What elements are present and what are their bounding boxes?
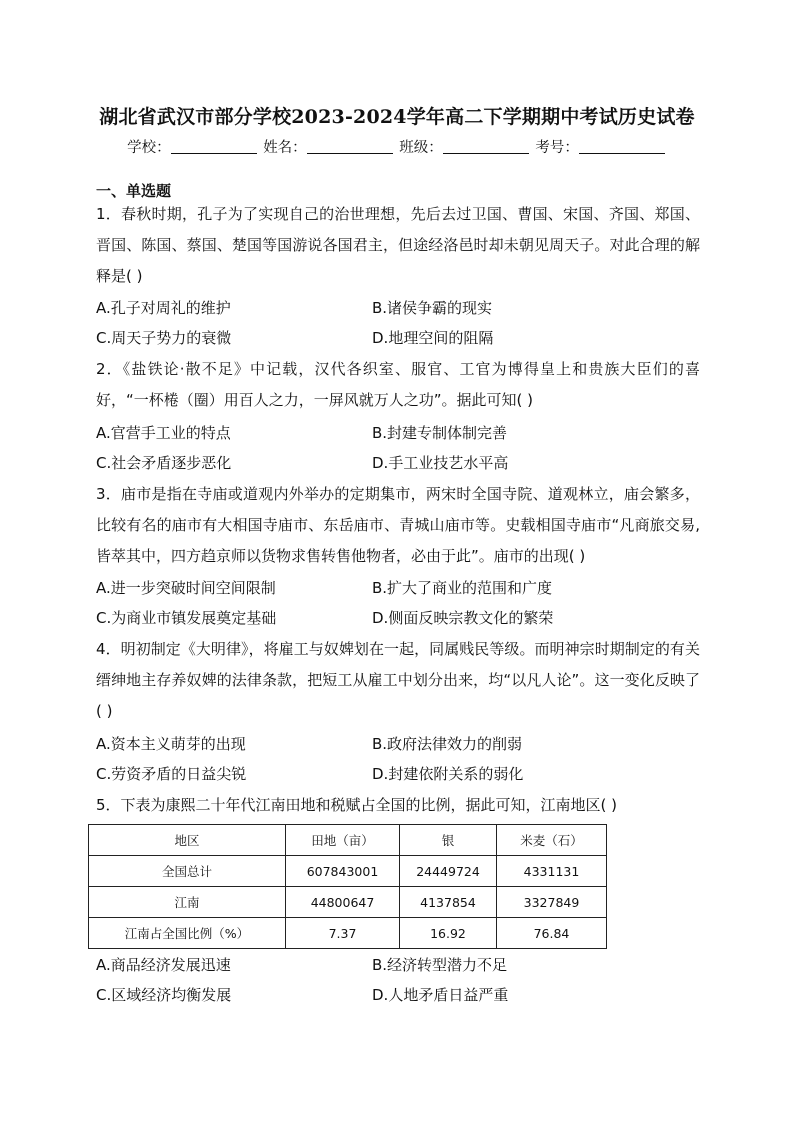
table-header-row: [89, 825, 607, 856]
question-1-stem: 1．春秋时期，孔子为了实现自己的治世理想，先后去过卫国、曹国、宋国、齐国、郑国、晋国、陈国、蔡国、楚国等国游说各国君主，但途经洛邑时却未朝见周天子。对此合理的解释是( ): [96, 205, 700, 285]
question-5-option-b[interactable]: B.经济转型潜力不足: [372, 956, 508, 974]
table-header-cell: 田地（亩）: [286, 825, 400, 856]
question-4-option-b[interactable]: B.政府法律效力的削弱: [372, 735, 523, 753]
question-3-option-c[interactable]: C.为商业市镇发展奠定基础: [96, 609, 277, 627]
question-3-option-b[interactable]: B.扩大了商业的范围和广度: [372, 579, 553, 597]
number-blank[interactable]: [579, 139, 665, 154]
name-label: 姓名：: [263, 140, 307, 156]
table-cell: 4331131: [497, 856, 607, 887]
question-2-option-d[interactable]: D.手工业技艺水平高: [372, 454, 509, 472]
class-blank[interactable]: [443, 139, 529, 154]
table-row: [89, 856, 607, 887]
question-4-option-a[interactable]: A.资本主义萌芽的出现: [96, 735, 246, 753]
table-cell: 76.84: [497, 918, 607, 949]
question-3-option-a[interactable]: A.进一步突破时间空间限制: [96, 579, 276, 597]
question-2-option-b[interactable]: B.封建专制体制完善: [372, 424, 508, 442]
question-5-stem: 5．下表为康熙二十年代江南田地和税赋占全国的比例，据此可知，江南地区( ): [96, 796, 618, 814]
student-info-line: [0, 136, 794, 157]
class-label: 班级：: [399, 140, 443, 156]
tax-table: [88, 824, 607, 949]
section-heading: 一、单选题: [96, 182, 172, 200]
table-cell: 44800647: [286, 887, 400, 918]
question-1-option-a[interactable]: A.孔子对周礼的维护: [96, 299, 231, 317]
name-blank[interactable]: [307, 139, 393, 154]
table-cell: 3327849: [497, 887, 607, 918]
table-cell: 7.37: [286, 918, 400, 949]
table-cell: 16.92: [400, 918, 497, 949]
question-2-option-c[interactable]: C.社会矛盾逐步恶化: [96, 454, 232, 472]
school-blank[interactable]: [171, 139, 257, 154]
question-4-option-d[interactable]: D.封建依附关系的弱化: [372, 765, 524, 783]
question-1-option-c[interactable]: C.周天子势力的衰微: [96, 329, 232, 347]
table-cell: 607843001: [286, 856, 400, 887]
table-cell: 江南: [89, 887, 286, 918]
page-title: 湖北省武汉市部分学校2023-2024学年高二下学期期中考试历史试卷: [99, 106, 695, 128]
question-3-option-d[interactable]: D.侧面反映宗教文化的繁荣: [372, 609, 554, 627]
table-row: [89, 887, 607, 918]
table-row: [89, 918, 607, 949]
school-label: 学校：: [127, 140, 171, 156]
table-cell: 24449724: [400, 856, 497, 887]
table-cell: 江南占全国比例（%）: [89, 918, 286, 949]
table-cell: 全国总计: [89, 856, 286, 887]
question-3-stem: 3．庙市是指在寺庙或道观内外举办的定期集市，两宋时全国寺院、道观林立，庙会繁多，比较有名的庙市有大相国寺庙市、东岳庙市、青城山庙市等。史载相国寺庙市“凡商旅交易,皆萃其中，四方趋京师以货物求售转售他物者，必由于此”。庙市的出现( ): [96, 485, 700, 565]
question-4-stem: 4．明初制定《大明律》，将雇工与奴婢划在一起，同属贱民等级。而明神宗时期制定的有关缙绅地主存养奴婢的法律条款，把短工从雇工中划分出来，均“以凡人论”。这一变化反映了( ): [96, 640, 700, 720]
question-2-stem: 2．《盐铁论·散不足》中记载，汉代各织室、服官、工官为博得皇上和贵族大臣们的喜好，“一杯棬（圈）用百人之力，一屏风就万人之功”。据此可知( ): [96, 360, 700, 409]
question-4-option-c[interactable]: C.劳资矛盾的日益尖锐: [96, 765, 247, 783]
table-header-cell: 米麦（石）: [497, 825, 607, 856]
table-cell: 4137854: [400, 887, 497, 918]
table-header-cell: 银: [400, 825, 497, 856]
question-1-option-d[interactable]: D.地理空间的阻隔: [372, 329, 494, 347]
question-5-option-d[interactable]: D.人地矛盾日益严重: [372, 986, 509, 1004]
question-2-option-a[interactable]: A.官营手工业的特点: [96, 424, 231, 442]
table-header-cell: 地区: [89, 825, 286, 856]
question-5-option-a[interactable]: A.商品经济发展迅速: [96, 956, 231, 974]
question-5-option-c[interactable]: C.区域经济均衡发展: [96, 986, 232, 1004]
question-1-option-b[interactable]: B.诸侯争霸的现实: [372, 299, 493, 317]
number-label: 考号：: [535, 140, 579, 156]
